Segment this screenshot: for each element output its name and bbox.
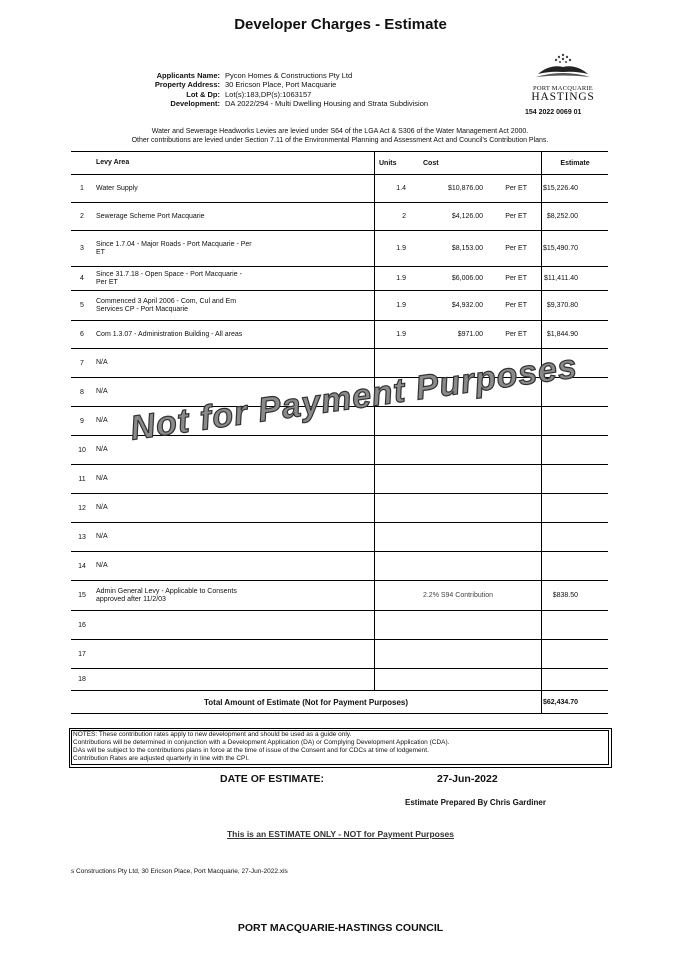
row-empty-cells <box>375 436 542 465</box>
table-row <box>71 523 608 552</box>
prepared-by: Estimate Prepared By Chris Gardiner <box>405 798 546 807</box>
row-per: Per ET <box>483 231 542 267</box>
row-number: 12 <box>71 494 93 523</box>
info-value: Lot(s):183,DP(s):1063157 <box>225 89 312 99</box>
intro-text <box>70 128 610 145</box>
row-estimate <box>542 494 609 523</box>
header-estimate: Estimate <box>542 152 609 175</box>
row-estimate <box>542 407 609 436</box>
info-label: Lot & Dp: <box>186 89 220 99</box>
row-levy-area: N/A <box>93 552 375 581</box>
row-number: 9 <box>71 407 93 436</box>
row-estimate <box>542 611 609 640</box>
info-row-lot <box>90 90 428 99</box>
row-estimate <box>542 640 609 669</box>
row-number: 11 <box>71 465 93 494</box>
row-levy-area: N/A <box>93 465 375 494</box>
info-value: DA 2022/294 - Multi Dwelling Housing and Strata Subdivision <box>225 98 429 108</box>
note-line: Contribution Rates are adjusted quarterly in line with the CPI. <box>73 755 249 762</box>
row-cost: $6,006.00 <box>409 267 483 291</box>
header-units: Units <box>375 152 410 175</box>
row-number: 15 <box>71 581 93 611</box>
row-empty-cells <box>375 465 542 494</box>
row-levy-area: Commenced 3 April 2006 - Com, Cul and Em Services CP - Port Macquarie <box>93 291 375 321</box>
footer-filename: s Constructions Pty Ltd, 30 Ericson Place, Port Macquarie, 27-Jun-2022.xls <box>71 868 288 875</box>
row-number: 16 <box>71 611 93 640</box>
row-levy-area: Since 1.7.04 - Major Roads - Port Macquarie - Per ET <box>93 231 375 267</box>
row-cost: $10,876.00 <box>409 175 483 203</box>
row-estimate: $15,490.70 <box>542 231 609 267</box>
table-row <box>71 203 608 231</box>
row-number: 4 <box>71 267 93 291</box>
note-line: NOTES: These contribution rates apply to new development and should be used as a guide only. <box>73 731 352 738</box>
row-estimate: $838.50 <box>542 581 609 611</box>
row-levy-area: N/A <box>93 523 375 552</box>
row-levy-area: Com 1.3.07 - Administration Building - All areas <box>93 321 375 349</box>
info-label: Applicants Name: <box>156 71 220 80</box>
row-contribution: 2.2% S94 Contribution <box>375 581 542 611</box>
applicant-info <box>90 71 428 108</box>
row-units: 1.9 <box>375 231 410 267</box>
row-levy-area: Admin General Levy - Applicable to Consents approved after 11/2/03 <box>93 581 375 611</box>
row-units: 1.9 <box>375 291 410 321</box>
row-empty-cells <box>375 552 542 581</box>
table-row <box>71 465 608 494</box>
logo-text-line1: PORT MACQUARIE <box>533 85 593 92</box>
row-estimate: $9,370.80 <box>542 291 609 321</box>
row-per: Per ET <box>483 321 542 349</box>
row-empty-cells <box>375 494 542 523</box>
notes-box <box>71 730 609 765</box>
row-levy-area <box>93 611 375 640</box>
info-row-development <box>90 99 428 108</box>
table-row <box>71 611 608 640</box>
row-levy-area: N/A <box>93 494 375 523</box>
info-label: Property Address: <box>154 80 220 90</box>
table-row <box>71 494 608 523</box>
council-name: PORT MACQUARIE-HASTINGS COUNCIL <box>237 922 444 934</box>
header-cost: Cost <box>409 152 483 175</box>
row-per: Per ET <box>483 203 542 231</box>
row-number: 18 <box>71 669 93 691</box>
date-value: 27-Jun-2022 <box>437 773 498 785</box>
row-levy-area: N/A <box>93 378 375 407</box>
reference-number: 154 2022 0069 01 <box>525 109 582 116</box>
row-levy-area: Sewerage Scheme Port Macquarie <box>93 203 375 231</box>
row-levy-area: Since 31.7.18 - Open Space - Port Macquarie - Per ET <box>93 267 375 291</box>
row-per: Per ET <box>483 175 542 203</box>
row-number: 2 <box>71 203 93 231</box>
row-levy-area: Water Supply <box>93 175 375 203</box>
row-number: 13 <box>71 523 93 552</box>
row-cost: $8,153.00 <box>409 231 483 267</box>
row-empty-cells <box>375 669 542 691</box>
row-number: 1 <box>71 175 93 203</box>
table-row <box>71 267 608 291</box>
watermark-text: Not for Payment Purposes <box>128 347 580 448</box>
note-line: Contributions will be determined in conjunction with a Development Application (DA) or Complying Development Application (CDA). <box>73 739 450 746</box>
table-row <box>71 581 608 611</box>
info-label: Development: <box>170 98 220 108</box>
row-levy-area <box>93 640 375 669</box>
row-number: 14 <box>71 552 93 581</box>
intro-line: Other contributions are levied under Section 7.11 of the Environmental Planning and Assessment Act and Council's Contribution Plans. <box>131 136 549 144</box>
table-row <box>71 175 608 203</box>
row-units: 2 <box>375 203 410 231</box>
row-empty-cells <box>375 611 542 640</box>
table-row <box>71 669 608 691</box>
row-number: 10 <box>71 436 93 465</box>
total-row <box>71 691 608 714</box>
row-estimate <box>542 465 609 494</box>
document-title: Developer Charges - Estimate <box>234 16 447 33</box>
row-cost: $4,932.00 <box>409 291 483 321</box>
row-number: 7 <box>71 349 93 378</box>
row-estimate: $15,226.40 <box>542 175 609 203</box>
table-row <box>71 321 608 349</box>
row-number: 3 <box>71 231 93 267</box>
row-estimate <box>542 552 609 581</box>
row-levy-area: N/A <box>93 407 375 436</box>
row-levy-area <box>93 669 375 691</box>
header-levy-area: Levy Area <box>93 152 375 175</box>
total-label: Total Amount of Estimate (Not for Payment Purposes) <box>71 691 542 714</box>
row-estimate: $8,252.00 <box>542 203 609 231</box>
row-levy-area: N/A <box>93 436 375 465</box>
row-estimate <box>542 436 609 465</box>
row-units: 1.9 <box>375 267 410 291</box>
row-empty-cells <box>375 523 542 552</box>
note-line: DAs will be subject to the contributions plans in force at the time of issue of the Consent and for CDCs at time of lodgement. <box>73 747 429 754</box>
table-row <box>71 291 608 321</box>
row-estimate: $11,411.40 <box>542 267 609 291</box>
row-levy-area: N/A <box>93 349 375 378</box>
info-value: 30 Ericson Place, Port Macquarie <box>225 80 337 90</box>
row-estimate <box>542 523 609 552</box>
header-per <box>483 152 542 175</box>
row-number: 5 <box>71 291 93 321</box>
info-row-address <box>90 80 428 89</box>
logo-text-line2: HASTINGS <box>531 91 595 103</box>
row-number: 6 <box>71 321 93 349</box>
disclaimer-text: This is an ESTIMATE ONLY - NOT for Payment Purposes <box>226 829 455 839</box>
row-per: Per ET <box>483 291 542 321</box>
info-row-applicant <box>90 71 428 80</box>
row-units: 1.9 <box>375 321 410 349</box>
row-empty-cells <box>375 640 542 669</box>
date-label: DATE OF ESTIMATE: <box>220 773 325 785</box>
council-logo-graphic <box>530 52 596 80</box>
row-per: Per ET <box>483 267 542 291</box>
row-number: 17 <box>71 640 93 669</box>
row-estimate <box>542 669 609 691</box>
table-row <box>71 640 608 669</box>
row-estimate: $1,844.90 <box>542 321 609 349</box>
info-value: Pycon Homes & Constructions Pty Ltd <box>225 71 353 80</box>
table-row <box>71 552 608 581</box>
row-number: 8 <box>71 378 93 407</box>
council-logo <box>530 52 596 103</box>
table-row <box>71 231 608 267</box>
intro-line: Water and Sewerage Headworks Levies are levied under S64 of the LGA Act & S306 of the Water Management Act 2000. <box>151 128 529 135</box>
total-value: $62,434.70 <box>542 691 609 714</box>
table-header-row <box>71 152 608 175</box>
row-cost: $4,126.00 <box>409 203 483 231</box>
row-units: 1.4 <box>375 175 410 203</box>
row-cost: $971.00 <box>409 321 483 349</box>
header-num <box>71 152 93 175</box>
